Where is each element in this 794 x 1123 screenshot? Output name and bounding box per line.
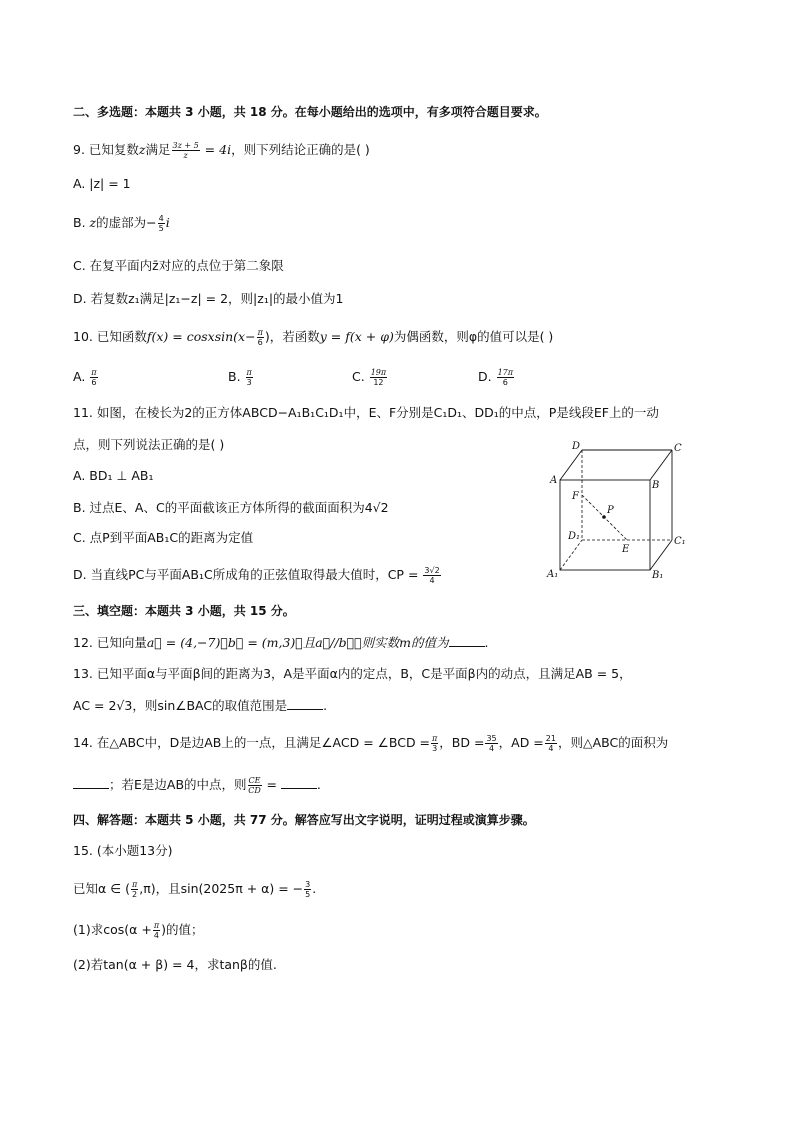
q10-b-den: 3 <box>246 378 252 387</box>
q10-d-num: 17π <box>497 368 514 377</box>
q10-option-b <box>228 368 254 387</box>
q12-answer-blank <box>449 634 485 647</box>
q13-answer-blank <box>287 697 323 710</box>
q10-c-label: C. <box>352 369 365 384</box>
q14-f3-num: 21 <box>545 734 556 743</box>
q15-frac-35 <box>304 880 311 899</box>
q9-z: z <box>138 142 146 157</box>
q14-frac-angle <box>431 734 438 753</box>
q13-stem-line2 <box>73 697 327 714</box>
q11-option-c: C. 点P到平面AB₁C的距离为定值 <box>73 530 254 545</box>
q11-d-text: D. 当直线PC与平面AB₁C所成角的正弦值取得最大值时，CP = <box>73 567 419 582</box>
q15-given <box>73 880 316 899</box>
q12-stem-text: 12. 已知向量 <box>73 635 147 650</box>
q12-period: . <box>484 635 489 650</box>
section-multi-choice-heading: 二、多选题：本题共 3 小题，共 18 分。在每小题给出的选项中，有多项符合题目要求。 <box>73 105 547 119</box>
q10-frac-den: 6 <box>257 338 263 347</box>
label-C: C <box>674 443 682 454</box>
q10-stem <box>73 328 553 347</box>
label-E: E <box>622 544 630 555</box>
label-A1: A₁ <box>547 569 559 580</box>
q13-text: AC = 2√3，则sin∠BAC的取值范围是 <box>73 698 288 713</box>
q14-f4-num: CE <box>248 776 261 785</box>
label-D: D <box>572 441 581 452</box>
q11-d-num: 3√2 <box>424 566 440 575</box>
q10-stem-text: 10. 已知函数 <box>73 329 147 344</box>
q14-f1-den: 3 <box>432 744 438 753</box>
q14-text-d: ，则△ABC的面积为 <box>557 735 669 750</box>
q15-p1-den: 4 <box>153 931 159 940</box>
q14-frac-bd <box>485 734 497 753</box>
q14-stem-line1 <box>73 734 668 753</box>
q9-b-den: 5 <box>158 224 164 233</box>
q9-b-label: B. <box>73 215 90 230</box>
q15-given-a: 已知α ∈ ( <box>73 881 130 896</box>
edge-B1C1 <box>650 540 672 570</box>
q10-d-frac <box>497 368 514 387</box>
q11-option-d <box>73 566 442 585</box>
q10-option-d <box>478 368 515 387</box>
q15-part2: (2)若tan(α + β) = 4，求tanβ的值. <box>73 957 277 972</box>
q9-option-a: A. |z| = 1 <box>73 176 131 191</box>
q14-f4-den: CD <box>248 786 261 795</box>
q9-stem <box>73 141 370 160</box>
point-P <box>602 515 606 519</box>
q10-a-num: π <box>91 368 97 377</box>
q10-c-num: 19π <box>370 368 387 377</box>
label-D1: D₁ <box>568 531 581 542</box>
q11-d-den: 4 <box>429 576 435 585</box>
q10-function: f(x) = cosxsin(x− <box>146 329 256 344</box>
q10-c-den: 12 <box>373 378 384 387</box>
q14-ratio-blank <box>281 776 317 789</box>
q9-option-b <box>73 214 170 233</box>
q9-b-z: z <box>89 215 97 230</box>
q9-stem-text: 9. 已知复数 <box>73 142 139 157</box>
q11-stem-line2: 点，则下列说法正确的是( ) <box>73 437 225 452</box>
q15-given-b: ,π)，且sin(2025π + α) = − <box>139 881 304 896</box>
q14-text-b: ，BD = <box>439 735 485 750</box>
q15-frac-pi2 <box>131 880 138 899</box>
q9-b-fraction <box>158 214 165 233</box>
label-B1: B₁ <box>652 570 664 581</box>
q13-period: . <box>323 698 328 713</box>
q15-given-c: . <box>312 881 317 896</box>
edge-A1D1-hidden <box>560 540 582 570</box>
q14-period: . <box>316 777 321 792</box>
q9-b-text: 的虚部为− <box>96 215 157 230</box>
q9-frac-num: 3z + 5 <box>172 141 199 150</box>
q15-title: 15. (本小题13分) <box>73 843 173 858</box>
q9-option-d: D. 若复数z₁满足|z₁−z| = 2，则|z₁|的最小值为1 <box>73 291 344 306</box>
q14-equals: = <box>262 777 281 792</box>
q14-f3-den: 4 <box>548 744 554 753</box>
q10-stem-text-2: )，若函数 <box>264 329 320 344</box>
q15-g-den: 2 <box>132 890 138 899</box>
q11-option-b: B. 过点E、A、C的平面截该正方体所得的截面面积为4√2 <box>73 500 389 515</box>
q11-option-a: A. BD₁ ⊥ AB₁ <box>73 468 154 483</box>
q15-p1-a: (1)求cos(α + <box>73 922 152 937</box>
q15-part1 <box>73 921 203 940</box>
q15-s-num: 3 <box>305 880 311 889</box>
label-P: P <box>607 505 614 516</box>
q12-stem <box>73 634 489 651</box>
q10-c-frac <box>370 368 387 387</box>
q9-stem-text-2: 满足 <box>145 142 171 157</box>
q9-b-i: i <box>165 215 170 230</box>
label-F: F <box>572 491 579 502</box>
q14-f1-num: π <box>432 734 438 743</box>
q14-stem-line2 <box>73 776 321 795</box>
q10-stem-tail: 为偶函数，则φ的值可以是( ) <box>393 329 554 344</box>
section-answer-heading: 四、解答题：本题共 5 小题，共 77 分。解答应写出文字说明，证明过程或演算步骤。 <box>73 813 535 827</box>
label-C1: C₁ <box>674 536 686 547</box>
q15-p1-b: )的值； <box>161 922 204 937</box>
q9-option-c: C. 在复平面内z̄对应的点位于第二象限 <box>73 258 284 273</box>
q14-frac-ratio <box>248 776 262 795</box>
q9-fraction <box>172 141 200 160</box>
q10-option-a <box>73 368 99 387</box>
q10-a-den: 6 <box>91 378 97 387</box>
edge-AD <box>560 450 582 480</box>
q14-text-c: ，AD = <box>498 735 544 750</box>
q10-frac-num: π <box>257 328 263 337</box>
q10-b-label: B. <box>228 369 241 384</box>
q10-a-label: A. <box>73 369 86 384</box>
q9-frac-den: z <box>183 151 188 160</box>
q10-b-frac <box>246 368 253 387</box>
q9-stem-tail: ，则下列结论正确的是( ) <box>231 142 370 157</box>
q12-vectors: a⃗ = (4,−7)，b⃗ = (m,3)，且a⃗//b⃗，则实数m的值为 <box>146 635 449 650</box>
q11-d-frac <box>423 566 440 585</box>
q10-b-num: π <box>246 368 252 377</box>
q11-stem-line1: 11. 如图，在棱长为2的正方体ABCD−A₁B₁C₁D₁中，E、F分别是C₁D₁、DD₁的中点，P是线段EF上的一动 <box>73 405 659 420</box>
q14-f2-num: 35 <box>486 734 497 743</box>
q15-frac-pi4 <box>153 921 160 940</box>
label-A: A <box>550 475 558 486</box>
q14-frac-ad <box>545 734 557 753</box>
q15-g-num: π <box>131 880 138 889</box>
q15-s-den: 5 <box>305 890 311 899</box>
q14-text-a: 14. 在△ABC中，D是边AB上的一点，且满足∠ACD = ∠BCD = <box>73 735 431 750</box>
q10-d-den: 6 <box>502 378 508 387</box>
q10-fraction <box>257 328 264 347</box>
q14-area-blank <box>73 776 109 789</box>
q14-f2-den: 4 <box>489 744 495 753</box>
q10-a-frac <box>90 368 97 387</box>
q14-text-e: ；若E是边AB的中点，则 <box>109 777 247 792</box>
q10-d-label: D. <box>478 369 492 384</box>
q9-equals: = 4i <box>200 142 232 157</box>
q10-option-c <box>352 368 388 387</box>
cube-figure <box>540 438 690 586</box>
q9-b-num: 4 <box>158 214 164 223</box>
label-B: B <box>652 480 660 491</box>
section-fill-heading: 三、填空题：本题共 3 小题，共 15 分。 <box>73 604 295 618</box>
q10-even-function: y = f(x + φ) <box>319 329 394 344</box>
edge-BC <box>650 450 672 480</box>
q13-stem-line1: 13. 已知平面α与平面β间的距离为3，A是平面α内的定点，B，C是平面β内的动点，且满足AB = 5， <box>73 666 632 681</box>
q15-p1-num: π <box>153 921 160 930</box>
